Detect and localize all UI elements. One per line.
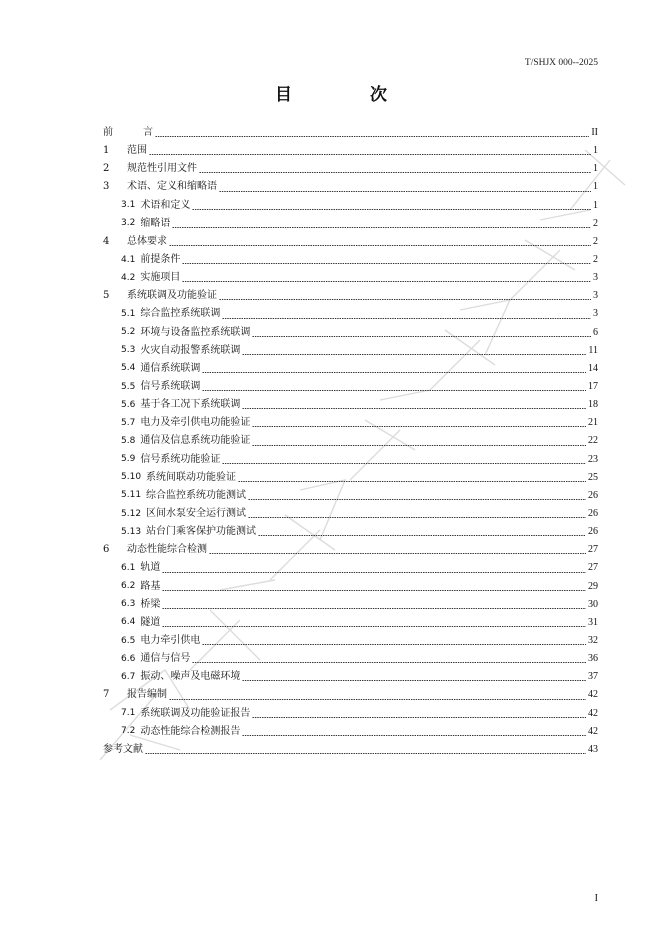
toc-entry-title: 信号系统功能验证	[140, 453, 221, 465]
toc-entry-number: 6.6	[121, 653, 136, 664]
toc-entry-number: 5.10	[121, 472, 142, 483]
toc-entry-page: 36	[588, 653, 598, 665]
toc-entry-page: 2	[593, 254, 598, 266]
toc-entry[interactable]	[103, 269, 598, 287]
toc-entry-number: 5.9	[121, 454, 136, 465]
toc-entry[interactable]	[103, 324, 598, 342]
toc-entry[interactable]	[103, 596, 598, 614]
dot-leader	[209, 553, 586, 554]
dot-leader	[252, 717, 586, 718]
toc-entry-page: 25	[588, 471, 598, 483]
toc-entry[interactable]	[103, 396, 598, 414]
toc-entry-number: 3.2	[121, 218, 136, 229]
dot-leader	[248, 499, 586, 500]
toc-entry-title: 前提条件	[140, 254, 181, 266]
toc-entry-title: 报告编制	[127, 689, 167, 701]
dot-leader	[162, 626, 586, 627]
toc-entry[interactable]	[103, 178, 598, 196]
toc-entry-number: 4	[103, 235, 110, 247]
dot-leader	[162, 608, 586, 609]
page-number: I	[594, 893, 598, 904]
toc-entry-number: 1	[103, 145, 110, 157]
toc-entry-page: 2	[593, 217, 598, 229]
toc-entry-number: 3	[103, 181, 110, 193]
toc-entry[interactable]	[103, 342, 598, 360]
toc-entry-number: 4.1	[121, 254, 136, 265]
toc-entry-title: 缩略语	[140, 217, 171, 229]
toc-entry-number: 5.1	[121, 308, 136, 319]
dot-leader	[145, 753, 586, 754]
toc-entry-title: 隧道	[140, 616, 161, 628]
toc-entry-page: 29	[588, 580, 598, 592]
dot-leader	[248, 517, 586, 518]
dot-leader	[182, 281, 591, 282]
toc-entry[interactable]	[103, 705, 598, 723]
toc-entry-page: 21	[588, 417, 598, 429]
dot-leader	[192, 662, 586, 663]
toc-entry-title: 综合监控系统联调	[140, 308, 221, 320]
dot-leader	[219, 191, 591, 192]
toc-entry[interactable]	[103, 197, 598, 215]
dot-leader	[202, 390, 586, 391]
toc-entry-number: 5.12	[121, 508, 142, 519]
toc-entry[interactable]	[103, 251, 598, 269]
toc-entry-number: 3.1	[121, 200, 136, 211]
dot-leader	[252, 336, 591, 337]
toc-entry[interactable]	[103, 215, 598, 233]
toc-entry-number: 6.3	[121, 599, 136, 610]
toc-entry-title: 综合监控系统功能测试	[146, 489, 247, 501]
toc-entry-title: 系统间联动功能验证	[146, 471, 237, 483]
dot-leader	[222, 318, 591, 319]
dot-leader	[242, 680, 586, 681]
toc-entry-number: 7.2	[121, 726, 136, 737]
toc-entry-page: 3	[593, 308, 598, 320]
toc-entry[interactable]	[103, 632, 598, 650]
toc-entry-title: 基于各工况下系统联调	[140, 399, 241, 411]
toc-entry-number: 5.5	[121, 381, 136, 392]
toc-entry[interactable]	[103, 741, 598, 759]
toc-entry-page: 17	[588, 381, 598, 393]
toc-entry-page: 1	[593, 199, 598, 211]
toc-entry[interactable]	[103, 541, 598, 559]
toc-entry-title: 言	[143, 127, 153, 139]
toc-entry-number: 5.11	[121, 490, 142, 501]
dot-leader	[162, 572, 586, 573]
toc-entry-title: 通信及信息系统功能验证	[140, 435, 251, 447]
toc-entry-title: 信号系统联调	[140, 381, 201, 393]
dot-leader	[149, 154, 591, 155]
toc-entry-title: 电力及牵引供电功能验证	[140, 417, 251, 429]
toc-entry-page: 42	[588, 707, 598, 719]
toc-entry-page: 43	[588, 743, 598, 755]
toc-entry-number: 4.2	[121, 272, 136, 283]
toc-entry-page: 23	[588, 453, 598, 465]
toc-entry[interactable]	[103, 142, 598, 160]
toc-entry-title: 通信系统联调	[140, 362, 201, 374]
toc-entry-page: 3	[593, 290, 598, 302]
dot-leader	[162, 590, 586, 591]
toc-entry-number: 5.2	[121, 327, 136, 338]
dot-leader	[252, 445, 586, 446]
dot-leader	[169, 245, 591, 246]
toc-entry[interactable]	[103, 360, 598, 378]
toc-entry-number: 5.4	[121, 363, 136, 374]
toc-entry-number: 6.5	[121, 635, 136, 646]
toc-entry-title: 路基	[140, 580, 161, 592]
toc-entry-number: 5.13	[121, 526, 142, 537]
toc-entry-page: 42	[588, 725, 598, 737]
toc-entry-page: 11	[588, 344, 598, 356]
toc-entry-page: 31	[588, 616, 598, 628]
toc-entry-number: 5.3	[121, 345, 136, 356]
toc-entry-title: 参考文献	[103, 743, 143, 755]
toc-entry-number: 前	[103, 127, 113, 139]
toc-entry-page: 42	[588, 689, 598, 701]
toc-entry[interactable]	[103, 505, 598, 523]
toc-entry-title: 范围	[127, 145, 147, 157]
toc-entry-page: 22	[588, 435, 598, 447]
toc-entry-title: 总体要求	[127, 235, 167, 247]
toc-entry-title: 轨道	[140, 562, 161, 574]
toc-entry-title: 术语、定义和缩略语	[127, 181, 217, 193]
dot-leader	[252, 426, 586, 427]
toc-entry-title: 动态性能综合检测报告	[140, 725, 241, 737]
toc-entry-page: 37	[588, 671, 598, 683]
toc-entry-number: 6.1	[121, 562, 136, 573]
toc-entry-page: 2	[593, 235, 598, 247]
toc-entry-title: 区间水泵安全运行测试	[146, 508, 247, 520]
toc-entry-number: 6.7	[121, 671, 136, 682]
dot-leader	[258, 535, 586, 536]
toc-entry[interactable]	[103, 469, 598, 487]
toc-entry[interactable]	[103, 414, 598, 432]
toc-entry-number: 5.7	[121, 417, 136, 428]
toc-entry[interactable]	[103, 233, 598, 251]
toc-entry-page: 6	[593, 326, 598, 338]
toc-entry-page: 14	[588, 362, 598, 374]
dot-leader	[242, 354, 586, 355]
toc-entry-number: 5.6	[121, 399, 136, 410]
dot-leader	[222, 463, 586, 464]
toc-entry-title: 环境与设备监控系统联调	[140, 326, 251, 338]
toc-entry[interactable]	[103, 650, 598, 668]
dot-leader	[169, 699, 586, 700]
toc-entry-number: 5	[103, 290, 110, 302]
dot-leader	[242, 735, 586, 736]
toc-entry[interactable]	[103, 686, 598, 704]
toc-entry-number: 6	[103, 544, 110, 556]
toc-entry-page: 18	[588, 399, 598, 411]
toc-entry-title: 术语和定义	[140, 199, 191, 211]
toc-entry-number: 7.1	[121, 708, 136, 719]
toc-entry-title: 电力牵引供电	[140, 635, 201, 646]
toc-entry-title: 系统联调及功能验证报告	[140, 707, 251, 719]
toc-entry[interactable]	[103, 668, 598, 686]
toc-entry[interactable]	[103, 305, 598, 323]
dot-leader	[242, 408, 586, 409]
toc-entry[interactable]	[103, 451, 598, 469]
toc-entry[interactable]	[103, 559, 598, 577]
dot-leader	[172, 227, 591, 228]
toc-entry-number: 5.8	[121, 435, 136, 446]
toc-entry[interactable]	[103, 523, 598, 541]
toc-entry-number: 6.4	[121, 617, 136, 628]
toc-entry[interactable]	[103, 614, 598, 632]
toc-entry[interactable]	[103, 124, 598, 142]
toc-entry-number: 6.2	[121, 581, 136, 592]
toc-entry[interactable]	[103, 432, 598, 450]
toc-entry-page: II	[591, 127, 598, 139]
toc-entry-page: 26	[588, 489, 598, 501]
dot-leader	[192, 209, 591, 210]
toc-entry[interactable]	[103, 487, 598, 505]
toc-entry-page: 26	[588, 508, 598, 520]
toc-entry-page: 1	[593, 163, 598, 175]
toc-entry-title: 实施项目	[140, 272, 181, 284]
dot-leader	[202, 372, 586, 373]
page-title: 目 次	[275, 85, 423, 105]
toc-entry-title: 火灾自动报警系统联调	[140, 344, 241, 356]
toc-entry-title: 振动、噪声及电磁环境	[140, 671, 241, 683]
toc-entry-title: 动态性能综合检测	[127, 544, 207, 556]
dot-leader	[182, 263, 591, 264]
toc-entry[interactable]	[103, 723, 598, 741]
toc-entry[interactable]	[103, 378, 598, 396]
dot-leader	[238, 481, 586, 482]
dot-leader	[219, 299, 591, 300]
toc-entry[interactable]	[103, 160, 598, 178]
toc-entry-page: 30	[588, 598, 598, 610]
document-code: T/SHJX 000--2025	[524, 58, 598, 68]
toc-entry-title: 通信与信号	[140, 653, 191, 665]
table-of-contents	[103, 124, 598, 759]
toc-entry-page: 27	[588, 544, 598, 556]
toc-entry[interactable]	[103, 287, 598, 305]
toc-entry-title: 系统联调及功能验证	[127, 290, 217, 302]
toc-entry-page: 1	[593, 181, 598, 193]
toc-entry-number: 2	[103, 163, 110, 175]
toc-entry[interactable]	[103, 578, 598, 596]
dot-leader	[202, 644, 586, 645]
toc-entry-page: 1	[593, 145, 598, 157]
toc-entry-page: 3	[593, 272, 598, 284]
toc-entry-title: 规范性引用文件	[127, 163, 197, 175]
toc-entry-title: 站台门乘客保护功能测试	[146, 526, 257, 538]
toc-entry-page: 27	[588, 562, 598, 574]
dot-leader	[155, 136, 589, 137]
toc-entry-page: 32	[588, 635, 598, 646]
toc-entry-title: 桥梁	[140, 598, 161, 610]
toc-entry-number: 7	[103, 689, 110, 701]
toc-entry-page: 26	[588, 526, 598, 538]
dot-leader	[199, 172, 591, 173]
